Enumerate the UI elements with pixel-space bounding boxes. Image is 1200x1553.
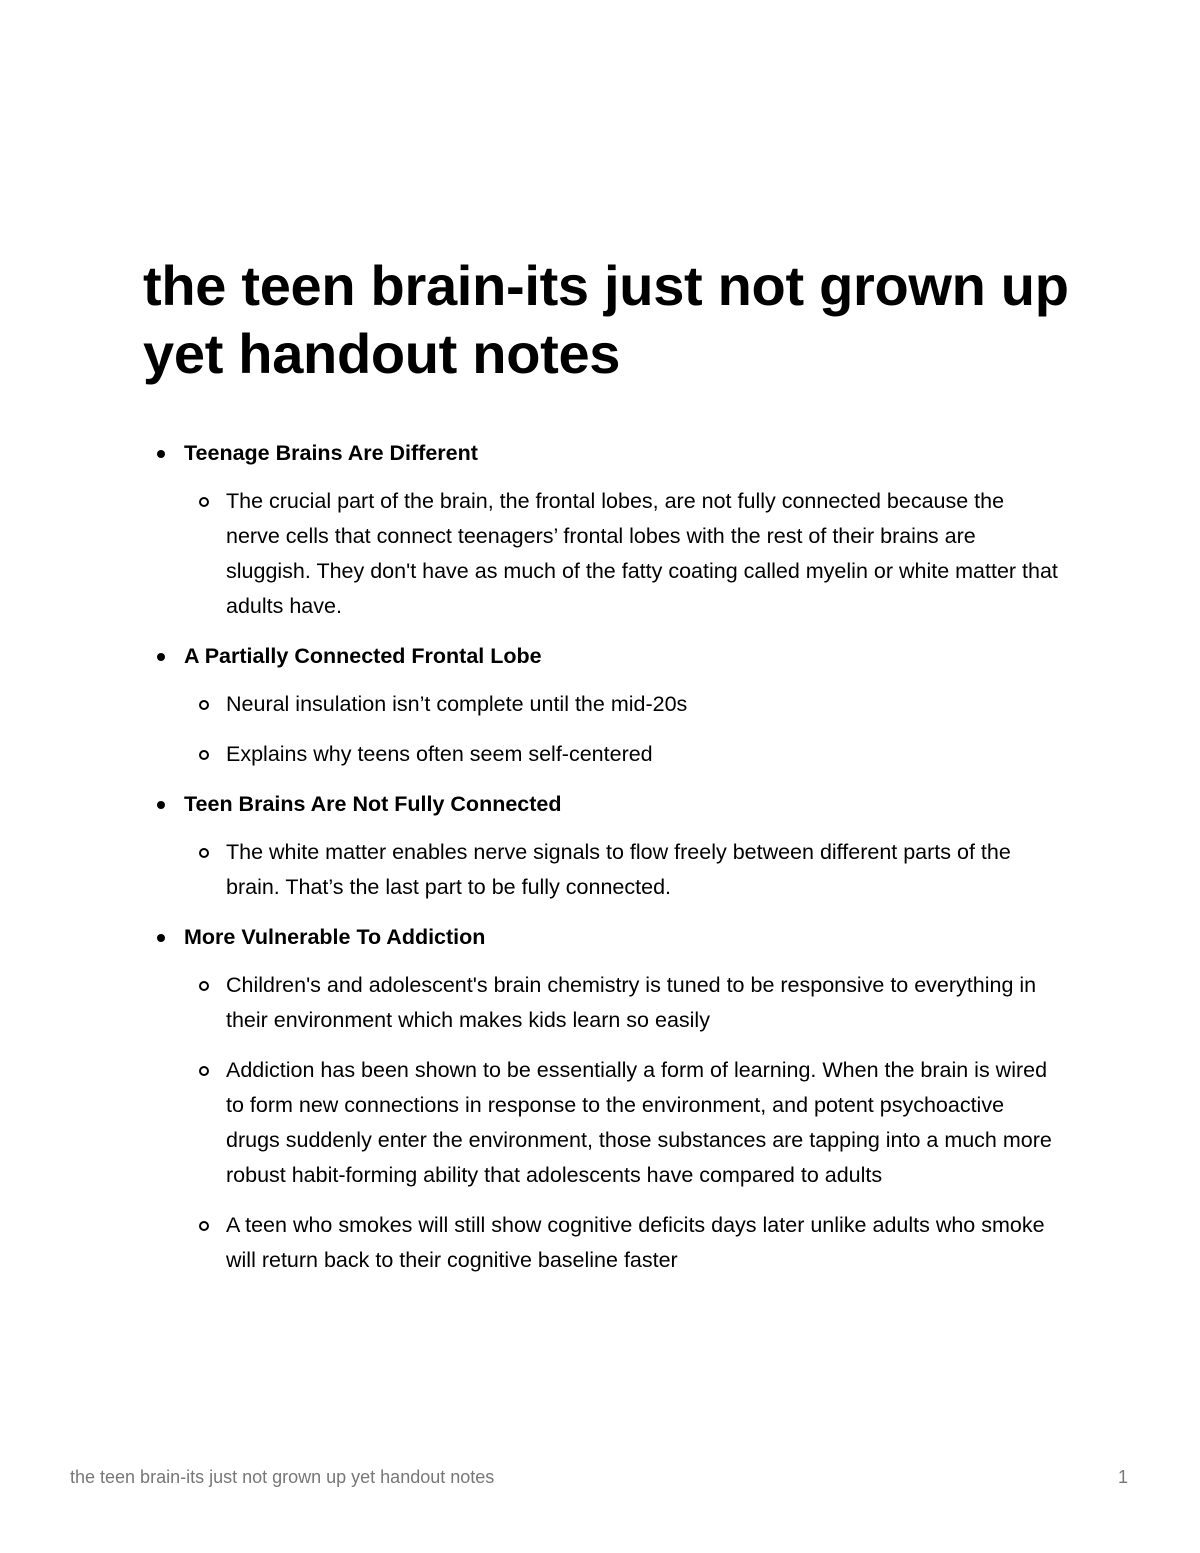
section-not-fully-connected: [0, 787, 1200, 905]
filled-bullet-icon: [157, 934, 165, 942]
section-heading: [0, 436, 1200, 470]
list-item-text: Children's and adolescent's brain chemistry is tuned to be responsive to everything in their environment which makes kids learn so easily: [226, 973, 1037, 1032]
hollow-bullet-icon: [199, 750, 209, 760]
section-heading-text: A Partially Connected Frontal Lobe: [184, 644, 542, 668]
hollow-bullet-icon: [199, 1221, 209, 1231]
filled-bullet-icon: [157, 450, 165, 458]
hollow-bullet-icon: [199, 1066, 209, 1076]
list-item-text: The white matter enables nerve signals to flow freely between different parts of the brain. That’s the last part to be fully connected.: [226, 840, 1011, 899]
section-heading-text: Teenage Brains Are Different: [184, 441, 478, 465]
hollow-bullet-icon: [199, 700, 209, 710]
hollow-bullet-icon: [199, 981, 209, 991]
section-heading: [0, 920, 1200, 954]
list-item: [0, 835, 1060, 905]
hollow-bullet-icon: [199, 848, 209, 858]
list-item: [0, 1208, 1060, 1278]
notes-list: [0, 436, 1200, 1293]
section-heading-text: More Vulnerable To Addiction: [184, 925, 486, 949]
list-item: [0, 737, 1060, 772]
list-item-text: Addiction has been shown to be essentially a form of learning. When the brain is wired to form new connections in response to the environment, and potent psychoactive drugs suddenly enter the environment, those substances are tapping into a much more robust habit-forming ability that adolescents have compared to adults: [226, 1058, 1052, 1187]
list-item: [0, 484, 1060, 624]
section-teenage-brains: [0, 436, 1200, 624]
section-heading-text: Teen Brains Are Not Fully Connected: [184, 792, 562, 816]
filled-bullet-icon: [157, 801, 165, 809]
list-item: [0, 1053, 1060, 1193]
filled-bullet-icon: [157, 653, 165, 661]
page-number: 1: [1117, 1467, 1128, 1487]
list-item-text: A teen who smokes will still show cognitive deficits days later unlike adults who smoke will return back to their cognitive baseline faster: [226, 1213, 1045, 1272]
section-addiction: [0, 920, 1200, 1278]
page-title: the teen brain-its just not grown up yet handout notes: [143, 254, 1069, 385]
section-heading: [0, 787, 1200, 821]
section-heading: [0, 639, 1200, 673]
list-item: [0, 687, 1060, 722]
hollow-bullet-icon: [199, 497, 209, 507]
list-item-text: Explains why teens often seem self-centered: [226, 742, 653, 766]
list-item-text: The crucial part of the brain, the frontal lobes, are not fully connected because the nerve cells that connect teenagers’ frontal lobes with the rest of their brains are sluggish. They don't have as much of the fatty coating called myelin or white matter that adults have.: [226, 489, 1058, 618]
list-item: [0, 968, 1060, 1038]
list-item-text: Neural insulation isn’t complete until the mid-20s: [226, 692, 688, 716]
section-partially-connected: [0, 639, 1200, 772]
footer-title: the teen brain-its just not grown up yet handout notes: [70, 1467, 495, 1487]
